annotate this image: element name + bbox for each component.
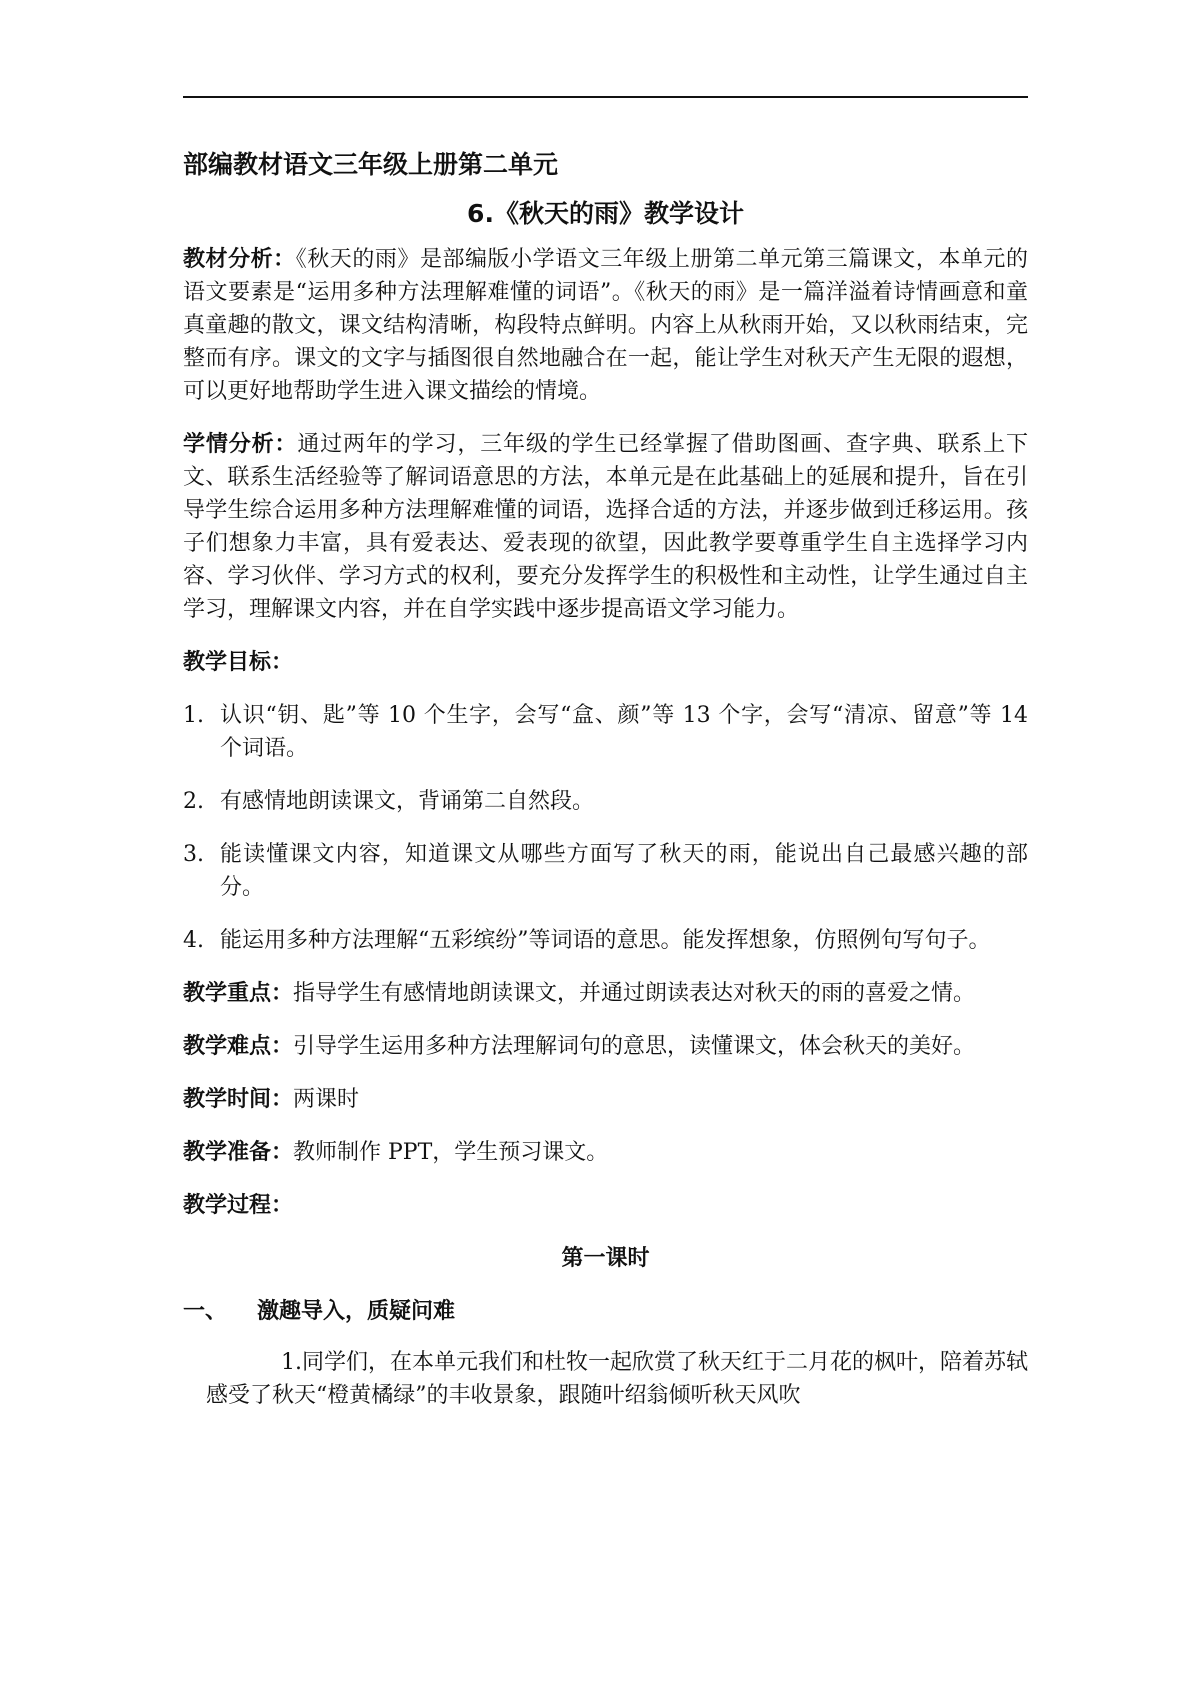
difficulties (183, 1030, 1028, 1063)
teaching-preparation (183, 1136, 1028, 1169)
goal-number: 1. (183, 703, 204, 728)
teaching-preparation-label: 教学准备： (183, 1140, 294, 1165)
period-title: 第一课时 (561, 1246, 650, 1271)
material-analysis-label: 教材分析： (183, 247, 296, 272)
difficulties-text: 引导学生运用多种方法理解词句的意思，读懂课文，体会秋天的美好。 (293, 1034, 976, 1059)
student-analysis (183, 428, 1028, 626)
key-points-text: 指导学生有感情地朗读课文，并通过朗读表达对秋天的雨的喜爱之情。 (293, 981, 976, 1006)
goal-item (183, 838, 1028, 904)
goal-item (183, 785, 1028, 818)
student-analysis-text: 通过两年的学习，三年级的学生已经掌握了借助图画、查字典、联系上下文、联系生活经验等了解词语意思的方法，本单元是在此基础上的延展和提升，旨在引导学生综合运用多种方法理解难懂的词语，选择合适的方法，并逐步做到迁移运用。孩子们想象力丰富，具有爱表达、爱表现的欲望，因此教学要尊重学生自主选择学习内容、学习伙伴、学习方式的权利，要充分发挥学生的积极性和主动性，让学生通过自主学习，理解课文内容，并在自学实践中逐步提高语文学习能力。 (183, 432, 1028, 622)
goal-number: 3. (183, 842, 204, 867)
teaching-goals-list (183, 699, 1028, 957)
goal-text: 能读懂课文内容，知道课文从哪些方面写了秋天的雨，能说出自己最感兴趣的部分。 (220, 842, 1028, 900)
lesson-title: 6.《秋天的雨》教学设计 (467, 199, 744, 228)
goal-item (183, 924, 1028, 957)
material-analysis (183, 243, 1028, 408)
section-heading (183, 1295, 1028, 1328)
goal-text: 能运用多种方法理解“五彩缤纷”等词语的意思。能发挥想象，仿照例句写句子。 (220, 928, 991, 953)
document-body (183, 148, 1028, 1412)
header-rule (183, 96, 1028, 98)
section-title: 激趣导入，质疑问难 (257, 1299, 456, 1324)
goal-text: 有感情地朗读课文，背诵第二自然段。 (220, 789, 595, 814)
goal-text: 认识“钥、匙”等 10 个生字，会写“盒、颜”等 13 个字，会写“清凉、留意”等 14 个词语。 (220, 703, 1028, 761)
teaching-process-heading (183, 1189, 1028, 1222)
key-points (183, 977, 1028, 1010)
teaching-goals-heading (183, 646, 1028, 679)
teaching-time-label: 教学时间： (183, 1087, 294, 1112)
teaching-preparation-text: 教师制作 PPT，学生预习课文。 (293, 1140, 609, 1165)
difficulties-label: 教学难点： (183, 1034, 294, 1059)
teaching-goals-label: 教学目标： (183, 650, 294, 675)
goal-number: 4. (183, 928, 204, 953)
teaching-process-label: 教学过程： (183, 1193, 294, 1218)
teaching-time (183, 1083, 1028, 1116)
section-number: 一、 (183, 1299, 228, 1324)
material-analysis-text: 《秋天的雨》是部编版小学语文三年级上册第二单元第三篇课文，本单元的语文要素是“运用多种方法理解难懂的词语”。《秋天的雨》是一篇洋溢着诗情画意和童真童趣的散文，课文结构清晰，构段特点鲜明。内容上从秋雨开始，又以秋雨结束，完整而有序。课文的文字与插图很自然地融合在一起，能让学生对秋天产生无限的遐想，可以更好地帮助学生进入课文描绘的情境。 (183, 247, 1028, 404)
teaching-time-text: 两课时 (293, 1087, 360, 1112)
lesson-paragraph: 1.同学们，在本单元我们和杜牧一起欣赏了秋天红于二月花的枫叶，陪着苏轼感受了秋天“橙黄橘绿”的丰收景象，跟随叶绍翁倾听秋天风吹 (206, 1350, 1028, 1408)
goal-number: 2. (183, 789, 204, 814)
student-analysis-label: 学情分析： (183, 432, 298, 457)
goal-item (183, 699, 1028, 765)
unit-title: 部编教材语文三年级上册第二单元 (183, 150, 559, 179)
key-points-label: 教学重点： (183, 981, 294, 1006)
